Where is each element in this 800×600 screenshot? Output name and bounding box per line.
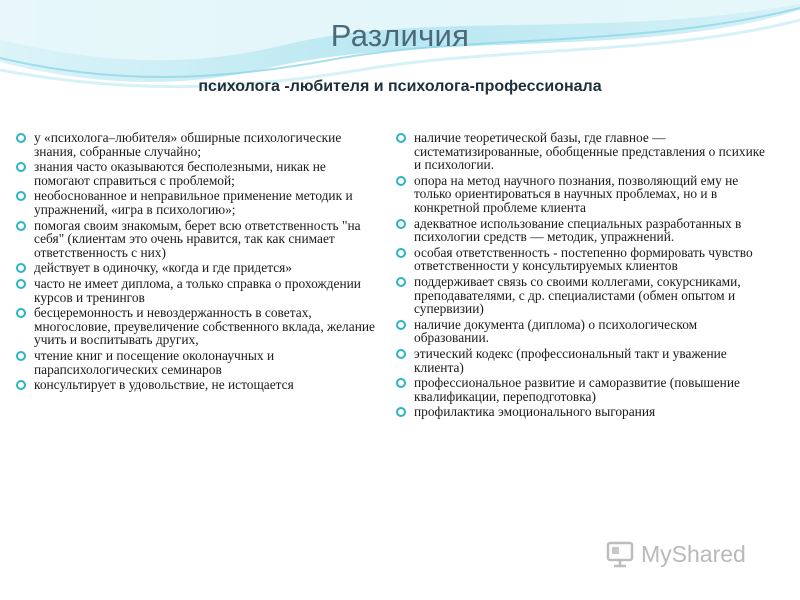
list-item <box>14 349 384 376</box>
list-item <box>14 261 384 275</box>
circle-bullet-icon <box>396 277 406 287</box>
circle-bullet-icon <box>396 407 406 417</box>
list-item-text: этический кодекс (профессиональный такт и уважение клиента) <box>414 345 727 375</box>
list-item-text: профессиональное развитие и саморазвитие (повышение квалификации, переподготовка) <box>414 375 740 404</box>
list-item-text: действует в одиночку, «когда и где придется» <box>34 260 293 276</box>
circle-bullet-icon <box>16 221 26 231</box>
list-item-text: наличие теоретической базы, где главное — систематизированные, обобщенные представления о психике и психологии. <box>414 130 765 173</box>
watermark-text: MyShared <box>641 540 746 567</box>
list-item-text: помогая своим знакомым, берет всю ответственность "на себя" (клиентам это очень нравится, так как снимает ответственность с них) <box>34 217 361 260</box>
myshared-watermark <box>605 537 746 571</box>
circle-bullet-icon <box>396 320 406 330</box>
list-item <box>14 131 384 158</box>
list-item <box>394 131 774 172</box>
circle-bullet-icon <box>396 219 406 229</box>
list-item-text: профилактика эмоционального выгорания <box>414 404 656 420</box>
presentation-board-icon <box>605 540 635 568</box>
list-item <box>394 376 774 403</box>
circle-bullet-icon <box>396 349 406 359</box>
circle-bullet-icon <box>396 133 406 143</box>
list-item-text: опора на метод научного познания, позволяющий ему не только ориентироваться в научных проблемах, но и в конкретной проблеме клиента <box>414 172 739 215</box>
list-item-text: бесцеремонность и невоздержанность в советах, многословие, преувеличение собственного вклада, желание учить и воспитывать других, <box>34 305 375 348</box>
circle-bullet-icon <box>396 176 406 186</box>
list-item <box>394 174 774 215</box>
list-item <box>394 405 774 419</box>
list-item <box>394 246 774 273</box>
list-item-text: часто не имеет диплома, а только справка о прохождении курсов и тренингов <box>34 275 361 305</box>
list-item <box>394 347 774 374</box>
circle-bullet-icon <box>396 378 406 388</box>
list-item <box>394 275 774 316</box>
list-item <box>14 306 384 347</box>
circle-bullet-icon <box>396 248 406 258</box>
list-item-text: поддерживает связь со своими коллегами, сокурсниками, преподавателями, с др. специалистами (обмен опытом и супервизии) <box>414 273 741 317</box>
circle-bullet-icon <box>16 191 26 201</box>
professional-list <box>394 131 774 421</box>
list-item <box>14 277 384 304</box>
slide-subtitle: психолога -любителя и психолога-профессионала <box>198 78 602 95</box>
list-item-text: у «психолога–любителя» обширные психологические знания, собранные случайно; <box>34 130 342 159</box>
list-item-text: адекватное использование специальных разработанных в психологии средств — методик, упражнений. <box>414 215 742 245</box>
list-item <box>14 160 384 187</box>
list-item-text: особая ответственность - постепенно формировать чувство ответственности у консультируемых клиентов <box>414 244 753 274</box>
circle-bullet-icon <box>16 351 26 361</box>
circle-bullet-icon <box>16 162 26 172</box>
list-item <box>14 219 384 260</box>
list-item <box>394 217 774 244</box>
list-item-text: наличие документа (диплома) о психологическом образовании. <box>414 316 698 346</box>
list-item <box>394 318 774 345</box>
circle-bullet-icon <box>16 308 26 318</box>
circle-bullet-icon <box>16 263 26 273</box>
slide-title: Различия <box>330 18 470 53</box>
list-item-text: чтение книг и посещение околонаучных и парапсихологических семинаров <box>34 347 275 377</box>
circle-bullet-icon <box>16 380 26 390</box>
list-item-text: консультирует в удовольствие, не истощается <box>34 377 294 393</box>
circle-bullet-icon <box>16 279 26 289</box>
list-item-text: знания часто оказываются бесполезными, никак не помогают справиться с проблемой; <box>34 159 326 188</box>
amateur-list <box>14 131 384 394</box>
list-item <box>14 189 384 216</box>
circle-bullet-icon <box>16 133 26 143</box>
list-item-text: необоснованное и неправильное применение методик и упражнений, «игра в психологию»; <box>34 188 353 217</box>
list-item <box>14 378 384 392</box>
